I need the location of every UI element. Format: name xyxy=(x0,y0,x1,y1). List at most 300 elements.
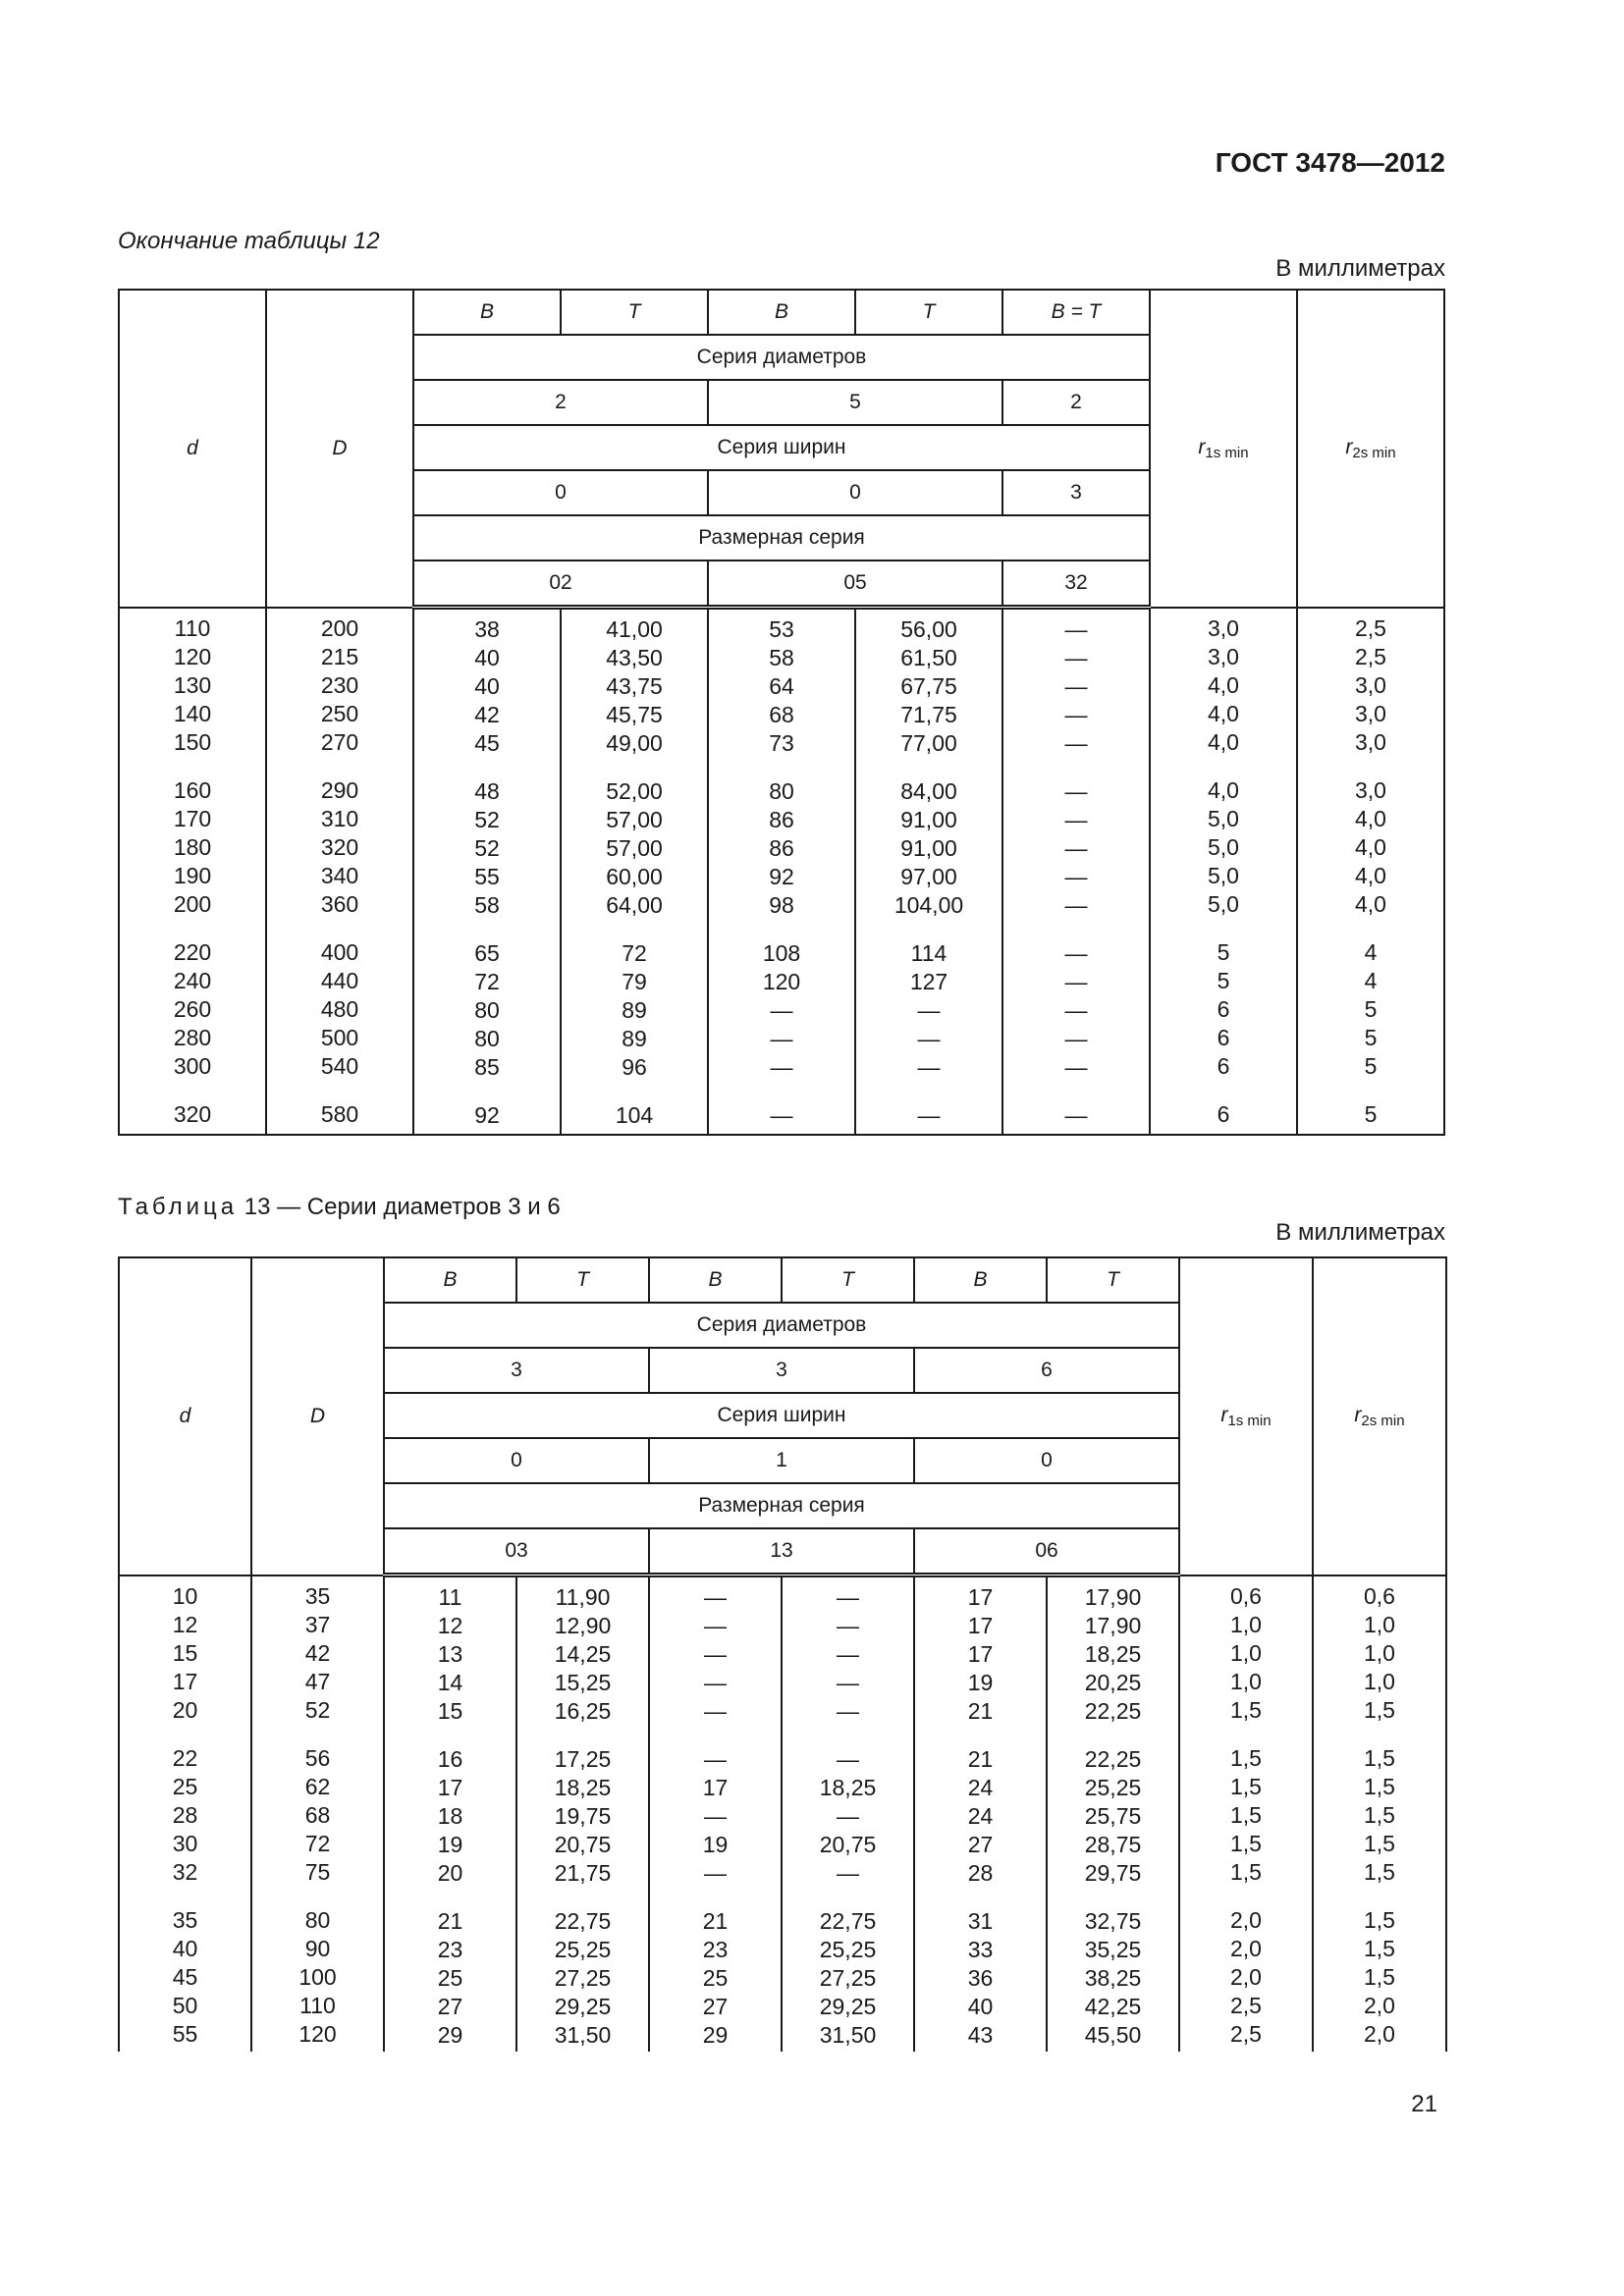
table-cell: 150 xyxy=(173,728,212,755)
table-cell: 25,25 xyxy=(819,1937,877,1962)
table-cell: 29,75 xyxy=(1084,1860,1142,1886)
group-gap xyxy=(856,920,1001,939)
table-cell: 22,75 xyxy=(819,1908,877,1934)
group-gap xyxy=(1314,1887,1445,1906)
table-cell: 20,25 xyxy=(1084,1670,1142,1695)
table-cell: 12,90 xyxy=(554,1613,612,1638)
table-cell: 25 xyxy=(172,1773,198,1799)
group-gap xyxy=(1314,1725,1445,1744)
table-cell: 1,5 xyxy=(1364,1906,1395,1933)
table-cell: 108 xyxy=(762,940,801,966)
col-r1s-header: $r_{1s min}$ xyxy=(1150,290,1297,608)
group-gap xyxy=(1180,1725,1312,1744)
table-cell: — xyxy=(1064,1026,1088,1051)
table-cell: 2,5 xyxy=(1355,643,1386,669)
table-cell: 6 xyxy=(1217,995,1230,1022)
standard-number: ГОСТ 3478—2012 xyxy=(1215,147,1445,178)
table-cell: 320 xyxy=(320,833,359,860)
table-cell: 32,75 xyxy=(1084,1908,1142,1934)
table-cell: — xyxy=(917,997,941,1023)
group-gap xyxy=(120,757,265,776)
table-cell: — xyxy=(917,1054,941,1080)
table-cell: 17 xyxy=(967,1641,994,1667)
table-cell: — xyxy=(837,1641,859,1667)
table-cell: 19 xyxy=(967,1670,994,1695)
table-cell: 52,00 xyxy=(606,778,663,804)
table-cell: 6 xyxy=(1217,1052,1230,1079)
table-cell: 0,6 xyxy=(1364,1582,1395,1609)
group-gap xyxy=(650,1888,781,1907)
table-cell: — xyxy=(837,1746,859,1772)
table-cell: — xyxy=(837,1803,859,1829)
table-cell: 280 xyxy=(173,1024,212,1050)
table-cell: 4,0 xyxy=(1208,700,1239,726)
data-column xyxy=(914,1575,1047,2053)
table-cell: 21 xyxy=(967,1746,994,1772)
table-cell: 91,00 xyxy=(900,835,957,861)
table-cell: 127 xyxy=(909,969,948,994)
width-series-value: 0 xyxy=(708,470,1002,515)
table-cell: 89 xyxy=(622,997,647,1023)
table13-caption: Таблица 13 — Серии диаметров 3 и 6 xyxy=(118,1194,561,1220)
table-cell: 200 xyxy=(173,890,212,917)
table-13 xyxy=(118,1256,1447,2052)
table-cell: 160 xyxy=(173,776,212,803)
col-T-header: T xyxy=(561,290,708,335)
table-cell: 38,25 xyxy=(1084,1965,1142,1991)
table-cell: 64,00 xyxy=(606,892,663,918)
table-cell: 89 xyxy=(622,1026,647,1051)
table-cell: 22,25 xyxy=(1084,1698,1142,1724)
table-cell: 45,75 xyxy=(606,702,663,727)
table-cell: 24 xyxy=(967,1803,994,1829)
group-gap xyxy=(650,1726,781,1745)
table-cell: 57,00 xyxy=(606,835,663,861)
table-cell: 4 xyxy=(1364,967,1378,993)
diameter-series-value: 6 xyxy=(914,1348,1179,1393)
table-cell: 1,5 xyxy=(1364,1830,1395,1856)
table-cell: 1,5 xyxy=(1230,1830,1262,1856)
table-cell: 96 xyxy=(622,1054,647,1080)
group-gap xyxy=(856,1082,1001,1101)
table-cell: 55 xyxy=(172,2020,198,2047)
table-cell: 2,0 xyxy=(1364,1992,1395,2018)
table-cell: 48 xyxy=(474,778,500,804)
group-gap xyxy=(1180,1887,1312,1906)
table-cell: — xyxy=(1064,673,1088,699)
table-cell: 5,0 xyxy=(1208,805,1239,831)
table-cell: 14,25 xyxy=(554,1641,612,1667)
table-cell: — xyxy=(837,1613,859,1638)
table-cell: 92 xyxy=(769,864,794,889)
table-cell: 1,5 xyxy=(1364,1963,1395,1990)
table-cell: 52 xyxy=(474,835,500,861)
table-cell: 61,50 xyxy=(900,645,957,670)
table-cell: 17 xyxy=(702,1775,729,1800)
data-column xyxy=(266,608,413,1136)
table-cell: 29 xyxy=(437,2022,463,2048)
size-series-value: 13 xyxy=(649,1528,914,1575)
table-cell: 2,5 xyxy=(1230,1992,1262,2018)
data-column xyxy=(119,1575,251,2053)
table-cell: 92 xyxy=(474,1102,500,1128)
table-cell: 38 xyxy=(474,616,500,642)
table-cell: 31,50 xyxy=(554,2022,612,2048)
table-cell: 16 xyxy=(437,1746,463,1772)
table-cell: 15,25 xyxy=(554,1670,612,1695)
table-cell: — xyxy=(837,1670,859,1695)
table-cell: 500 xyxy=(320,1024,359,1050)
table-cell: 5 xyxy=(1217,967,1230,993)
table-cell: — xyxy=(1064,892,1088,918)
table-cell: 60,00 xyxy=(606,864,663,889)
group-gap xyxy=(562,758,707,777)
col-D-header: D xyxy=(251,1257,384,1575)
data-column xyxy=(413,608,561,1136)
table-cell: 56,00 xyxy=(900,616,957,642)
col-T-header: T xyxy=(516,1257,649,1303)
table-cell: 40 xyxy=(474,673,500,699)
table-cell: 340 xyxy=(320,862,359,888)
table-cell: 114 xyxy=(910,940,947,966)
table-row xyxy=(119,608,1444,1136)
table-cell: 104,00 xyxy=(893,892,964,918)
table-cell: 19,75 xyxy=(554,1803,612,1829)
size-series-label: Размерная серия xyxy=(413,515,1150,561)
group-gap xyxy=(414,920,560,939)
group-gap xyxy=(385,1888,515,1907)
page-number: 21 xyxy=(1411,2091,1437,2117)
table-cell: 43,75 xyxy=(606,673,663,699)
group-gap xyxy=(1151,757,1296,776)
table-cell: 91,00 xyxy=(900,807,957,832)
table-cell: 80 xyxy=(769,778,794,804)
width-series-value: 0 xyxy=(914,1438,1179,1483)
table-cell: 72 xyxy=(304,1830,331,1856)
table-cell: 2,5 xyxy=(1230,2020,1262,2047)
table-cell: 37 xyxy=(304,1611,331,1637)
col-B-header: B xyxy=(384,1257,516,1303)
table-cell: 27 xyxy=(437,1994,463,2019)
table-cell: 20,75 xyxy=(819,1832,877,1857)
table-cell: 170 xyxy=(173,805,212,831)
table-cell: — xyxy=(770,1026,793,1051)
col-B-header: B xyxy=(413,290,561,335)
table-cell: 21 xyxy=(437,1908,463,1934)
table-cell: 17 xyxy=(967,1613,994,1638)
table-cell: — xyxy=(837,1860,859,1886)
col-B-header: B xyxy=(649,1257,782,1303)
table-cell: 215 xyxy=(320,643,359,669)
data-column xyxy=(516,1575,649,2053)
table-cell: 0,6 xyxy=(1230,1582,1262,1609)
table-cell: — xyxy=(704,1584,727,1610)
data-column xyxy=(251,1575,384,2053)
table-cell: 3,0 xyxy=(1208,643,1239,669)
width-series-value: 3 xyxy=(1002,470,1150,515)
table-cell: 97,00 xyxy=(900,864,957,889)
table-cell: — xyxy=(1064,835,1088,861)
table-cell: 65 xyxy=(474,940,500,966)
data-column xyxy=(561,608,708,1136)
table-cell: 42 xyxy=(304,1639,331,1666)
table-cell: 42,25 xyxy=(1084,1994,1142,2019)
table-cell: 10 xyxy=(172,1582,198,1609)
group-gap xyxy=(1048,1726,1178,1745)
table13-units: В миллиметрах xyxy=(1275,1219,1445,1246)
table-cell: — xyxy=(1064,940,1088,966)
table-cell: 68 xyxy=(769,702,794,727)
table-cell: 15 xyxy=(172,1639,198,1666)
group-gap xyxy=(783,1888,913,1907)
col-B-header: B xyxy=(914,1257,1047,1303)
table-cell: 98 xyxy=(769,892,794,918)
table-cell: 73 xyxy=(769,730,794,756)
col-T-header: T xyxy=(782,1257,914,1303)
table-cell: 29,25 xyxy=(554,1994,612,2019)
table-12 xyxy=(118,289,1445,1136)
table-cell: 20 xyxy=(172,1696,198,1723)
table-cell: 120 xyxy=(298,2020,337,2047)
diameter-series-value: 2 xyxy=(1002,380,1150,425)
table-cell: 21 xyxy=(967,1698,994,1724)
table13-body xyxy=(119,1575,1446,2053)
table-cell: 4,0 xyxy=(1208,728,1239,755)
table-cell: 2,0 xyxy=(1230,1906,1262,1933)
table-cell: 1,0 xyxy=(1364,1668,1395,1694)
table-cell: 23 xyxy=(437,1937,463,1962)
diameter-series-value: 3 xyxy=(649,1348,914,1393)
table-cell: 1,0 xyxy=(1364,1639,1395,1666)
group-gap xyxy=(120,1725,250,1744)
table-cell: 1,5 xyxy=(1230,1858,1262,1885)
table-cell: 19 xyxy=(702,1832,729,1857)
data-column xyxy=(1150,608,1297,1136)
table-cell: — xyxy=(1064,616,1088,642)
table-cell: 1,0 xyxy=(1230,1668,1262,1694)
table-cell: 18,25 xyxy=(554,1775,612,1800)
table12-body xyxy=(119,608,1444,1136)
table-cell: 27 xyxy=(702,1994,729,2019)
group-gap xyxy=(915,1726,1046,1745)
table-cell: — xyxy=(1064,730,1088,756)
table-cell: 5,0 xyxy=(1208,833,1239,860)
data-column xyxy=(782,1575,914,2053)
table-cell: 17,90 xyxy=(1084,1613,1142,1638)
group-gap xyxy=(517,1726,648,1745)
data-column xyxy=(1047,1575,1179,2053)
table-cell: 3,0 xyxy=(1355,728,1386,755)
data-column xyxy=(1179,1575,1313,2053)
table-cell: 5,0 xyxy=(1208,862,1239,888)
diameter-series-value: 2 xyxy=(413,380,708,425)
table-cell: 6 xyxy=(1217,1100,1230,1127)
col-T-header: T xyxy=(1047,1257,1179,1303)
table-cell: 18,25 xyxy=(1084,1641,1142,1667)
group-gap xyxy=(783,1726,913,1745)
size-series-label: Размерная серия xyxy=(384,1483,1179,1528)
data-column xyxy=(1002,608,1150,1136)
table-cell: 4,0 xyxy=(1355,890,1386,917)
table-cell: 15 xyxy=(437,1698,463,1724)
table-cell: 130 xyxy=(173,671,212,698)
size-series-value: 05 xyxy=(708,561,1002,608)
table-cell: 28,75 xyxy=(1084,1832,1142,1857)
table-cell: — xyxy=(704,1746,727,1772)
table-cell: 1,5 xyxy=(1230,1773,1262,1799)
diameter-series-label: Серия диаметров xyxy=(413,335,1150,380)
table-cell: 36 xyxy=(967,1965,994,1991)
table-cell: 110 xyxy=(299,1992,336,2018)
table-cell: 12 xyxy=(172,1611,198,1637)
data-column xyxy=(855,608,1002,1136)
table-cell: 140 xyxy=(173,700,212,726)
table-cell: 27 xyxy=(967,1832,994,1857)
col-d-header: d xyxy=(119,290,266,608)
table-cell: 35,25 xyxy=(1084,1937,1142,1962)
table-cell: 25 xyxy=(437,1965,463,1991)
table-cell: 31,50 xyxy=(819,2022,877,2048)
table-cell: 1,0 xyxy=(1230,1639,1262,1666)
table-cell: 1,5 xyxy=(1230,1696,1262,1723)
table-cell: 25,25 xyxy=(554,1937,612,1962)
table-cell: 62 xyxy=(304,1773,331,1799)
table-cell: 17 xyxy=(967,1584,994,1610)
col-r1s-header: $r_{1s min}$ xyxy=(1179,1257,1313,1575)
table-cell: 33 xyxy=(967,1937,994,1962)
table-cell: 80 xyxy=(474,997,500,1023)
table-cell: 21,75 xyxy=(554,1860,612,1886)
table-cell: 5 xyxy=(1364,1024,1378,1050)
table-cell: 52 xyxy=(474,807,500,832)
diameter-series-value: 5 xyxy=(708,380,1002,425)
table-cell: 22,25 xyxy=(1084,1746,1142,1772)
table-cell: — xyxy=(1064,997,1088,1023)
table-cell: 1,5 xyxy=(1364,1773,1395,1799)
group-gap xyxy=(267,757,412,776)
group-gap xyxy=(252,1725,383,1744)
table-cell: 1,5 xyxy=(1364,1935,1395,1961)
group-gap xyxy=(120,919,265,938)
width-series-label: Серия ширин xyxy=(413,425,1150,470)
table-cell: 29,25 xyxy=(819,1994,877,2019)
table-cell: — xyxy=(704,1698,727,1724)
table-cell: — xyxy=(704,1860,727,1886)
table-cell: 13 xyxy=(437,1641,463,1667)
width-series-value: 0 xyxy=(384,1438,649,1483)
group-gap xyxy=(562,1082,707,1101)
table-cell: 75 xyxy=(304,1858,331,1885)
table-cell: — xyxy=(1064,864,1088,889)
table-cell: 16,25 xyxy=(554,1698,612,1724)
table-cell: 4,0 xyxy=(1208,776,1239,803)
group-gap xyxy=(120,1081,265,1100)
table-cell: 3,0 xyxy=(1208,614,1239,641)
table-cell: 79 xyxy=(622,969,647,994)
table-cell: 120 xyxy=(173,643,212,669)
table-cell: 4,0 xyxy=(1355,862,1386,888)
table-cell: 27,25 xyxy=(819,1965,877,1991)
table-cell: 5 xyxy=(1364,995,1378,1022)
table-cell: — xyxy=(837,1584,859,1610)
table-cell: — xyxy=(704,1613,727,1638)
table-cell: 1,5 xyxy=(1364,1744,1395,1771)
table-cell: 310 xyxy=(320,805,359,831)
group-gap xyxy=(562,920,707,939)
table-cell: 80 xyxy=(304,1906,331,1933)
table-cell: 5 xyxy=(1364,1100,1378,1127)
width-series-label: Серия ширин xyxy=(384,1393,1179,1438)
group-gap xyxy=(1298,757,1443,776)
table-cell: 230 xyxy=(320,671,359,698)
table-cell: 220 xyxy=(173,938,212,965)
table-cell: 3,0 xyxy=(1355,776,1386,803)
table-cell: 21 xyxy=(702,1908,729,1934)
table-cell: 24 xyxy=(967,1775,994,1800)
table-cell: 22 xyxy=(172,1744,198,1771)
table-cell: 30 xyxy=(172,1830,198,1856)
group-gap xyxy=(1048,1888,1178,1907)
table-cell: 17 xyxy=(437,1775,463,1800)
table-cell: 11 xyxy=(438,1584,462,1610)
group-gap xyxy=(1151,1081,1296,1100)
col-r2s-header: $r_{2s min}$ xyxy=(1313,1257,1446,1575)
table-cell: 480 xyxy=(320,995,359,1022)
table-cell: 52 xyxy=(304,1696,331,1723)
group-gap xyxy=(1151,919,1296,938)
table-cell: 2,0 xyxy=(1230,1935,1262,1961)
table-cell: 28 xyxy=(172,1801,198,1828)
size-series-value: 32 xyxy=(1002,561,1150,608)
table-cell: 72 xyxy=(474,969,500,994)
table-cell: 3,0 xyxy=(1355,700,1386,726)
table-cell: — xyxy=(1064,1102,1088,1128)
table-cell: 540 xyxy=(320,1052,359,1079)
table-cell: 1,0 xyxy=(1364,1611,1395,1637)
data-column xyxy=(384,1575,516,2053)
table-cell: 56 xyxy=(304,1744,331,1771)
table-cell: 84,00 xyxy=(900,778,957,804)
table-cell: 67,75 xyxy=(900,673,957,699)
table-cell: 80 xyxy=(474,1026,500,1051)
table-cell: 49,00 xyxy=(606,730,663,756)
group-gap xyxy=(709,1082,854,1101)
table-cell: 47 xyxy=(304,1668,331,1694)
table-cell: 400 xyxy=(320,938,359,965)
group-gap xyxy=(915,1888,1046,1907)
group-gap xyxy=(1298,1081,1443,1100)
table-cell: 53 xyxy=(769,616,794,642)
col-D-header: D xyxy=(266,290,413,608)
col-d-header: d xyxy=(119,1257,251,1575)
table-cell: 25,75 xyxy=(1084,1803,1142,1829)
table-cell: — xyxy=(1064,702,1088,727)
size-series-value: 02 xyxy=(413,561,708,608)
table-cell: — xyxy=(704,1641,727,1667)
group-gap xyxy=(385,1726,515,1745)
table-cell: 35 xyxy=(304,1582,331,1609)
group-gap xyxy=(1003,758,1149,777)
table-cell: 19 xyxy=(437,1832,463,1857)
table-cell: 2,0 xyxy=(1364,2020,1395,2047)
table-cell: 5 xyxy=(1217,938,1230,965)
table-cell: 240 xyxy=(173,967,212,993)
data-column xyxy=(1313,1575,1446,2053)
group-gap xyxy=(267,919,412,938)
table-cell: 58 xyxy=(769,645,794,670)
table-cell: 58 xyxy=(474,892,500,918)
table-cell: 18,25 xyxy=(819,1775,877,1800)
